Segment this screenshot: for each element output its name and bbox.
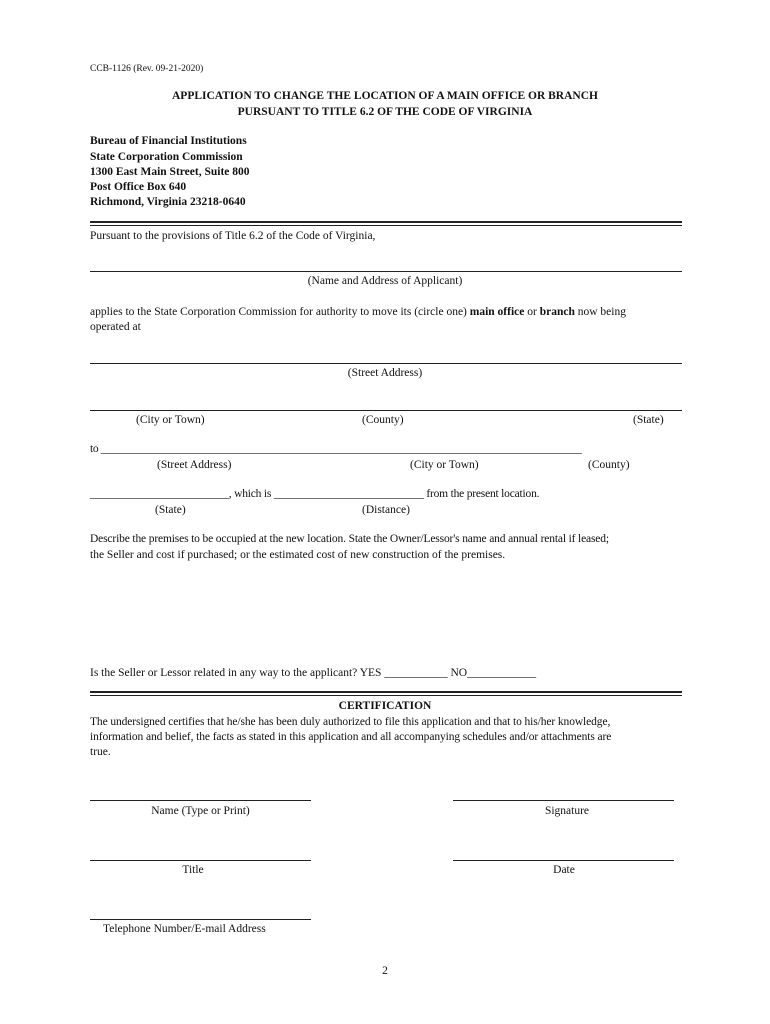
new-location-field[interactable]: to _________________________________________________________________________________________ bbox=[90, 443, 582, 455]
describe-text-line1: Describe the premises to be occupied at the new location. State the Owner/Lessor's name and annual rental if leased; bbox=[90, 533, 609, 545]
intro-text: Pursuant to the provisions of Title 6.2 of the Code of Virginia, bbox=[90, 230, 376, 242]
new-city-label: (City or Town) bbox=[410, 459, 479, 471]
main-office-option[interactable]: main office bbox=[469, 306, 525, 318]
name-label: Name (Type or Print) bbox=[151, 805, 250, 817]
new-county-label: (County) bbox=[588, 459, 630, 471]
applicant-field[interactable] bbox=[90, 271, 682, 272]
applies-text-line2: operated at bbox=[90, 321, 141, 333]
contact-field[interactable] bbox=[90, 919, 311, 920]
branch-option[interactable]: branch bbox=[539, 306, 575, 318]
applies-text: applies to the State Corporation Commission for authority to move its (circle one) main office or branch now being bbox=[90, 306, 626, 318]
page-title-line2: PURSUANT TO TITLE 6.2 OF THE CODE OF VIRGINIA bbox=[237, 106, 533, 118]
street-address-field[interactable] bbox=[90, 363, 682, 364]
date-label: Date bbox=[553, 864, 575, 876]
address-line: 1300 East Main Street, Suite 800 bbox=[90, 166, 250, 178]
date-field[interactable] bbox=[453, 860, 674, 861]
address-line: Post Office Box 640 bbox=[90, 181, 187, 193]
signature-field[interactable] bbox=[453, 800, 674, 801]
divider bbox=[90, 695, 682, 696]
divider bbox=[90, 225, 682, 226]
applicant-label: (Name and Address of Applicant) bbox=[307, 275, 463, 287]
state-label: (State) bbox=[633, 414, 664, 426]
address-line: Richmond, Virginia 23218-0640 bbox=[90, 196, 246, 208]
divider bbox=[90, 691, 682, 693]
new-state-label: (State) bbox=[155, 504, 186, 516]
form-id: CCB-1126 (Rev. 09-21-2020) bbox=[90, 64, 204, 74]
name-field[interactable] bbox=[90, 800, 311, 801]
distance-field[interactable]: _________________________, which is ___________________________ from the present location. bbox=[90, 488, 540, 500]
address-line: Bureau of Financial Institutions bbox=[90, 135, 247, 147]
certification-text-line3: true. bbox=[90, 746, 111, 758]
signature-label: Signature bbox=[544, 805, 590, 817]
describe-text-line2: the Seller and cost if purchased; or the estimated cost of new construction of the premises. bbox=[90, 549, 506, 561]
contact-label: Telephone Number/E-mail Address bbox=[103, 923, 266, 935]
address-line: State Corporation Commission bbox=[90, 151, 243, 163]
city-label: (City or Town) bbox=[136, 414, 205, 426]
new-street-label: (Street Address) bbox=[157, 459, 232, 471]
page-title-line1: APPLICATION TO CHANGE THE LOCATION OF A MAIN OFFICE OR BRANCH bbox=[172, 90, 598, 102]
street-label: (Street Address) bbox=[347, 367, 423, 379]
distance-label: (Distance) bbox=[362, 504, 410, 516]
title-field[interactable] bbox=[90, 860, 311, 861]
county-label: (County) bbox=[362, 414, 404, 426]
city-county-state-field[interactable] bbox=[90, 410, 682, 411]
divider bbox=[90, 221, 682, 223]
certification-text-line2: information and belief, the facts as stated in this application and all accompanying schedules and/or attachments are bbox=[90, 731, 612, 743]
page-number: 2 bbox=[382, 965, 388, 977]
certification-heading: CERTIFICATION bbox=[338, 700, 432, 712]
title-label: Title bbox=[182, 864, 204, 876]
certification-text-line1: The undersigned certifies that he/she has been duly authorized to file this application and that to his/her knowledge, bbox=[90, 716, 611, 728]
related-question[interactable]: Is the Seller or Lessor related in any way to the applicant? YES ___________ NO____________ bbox=[90, 667, 537, 679]
